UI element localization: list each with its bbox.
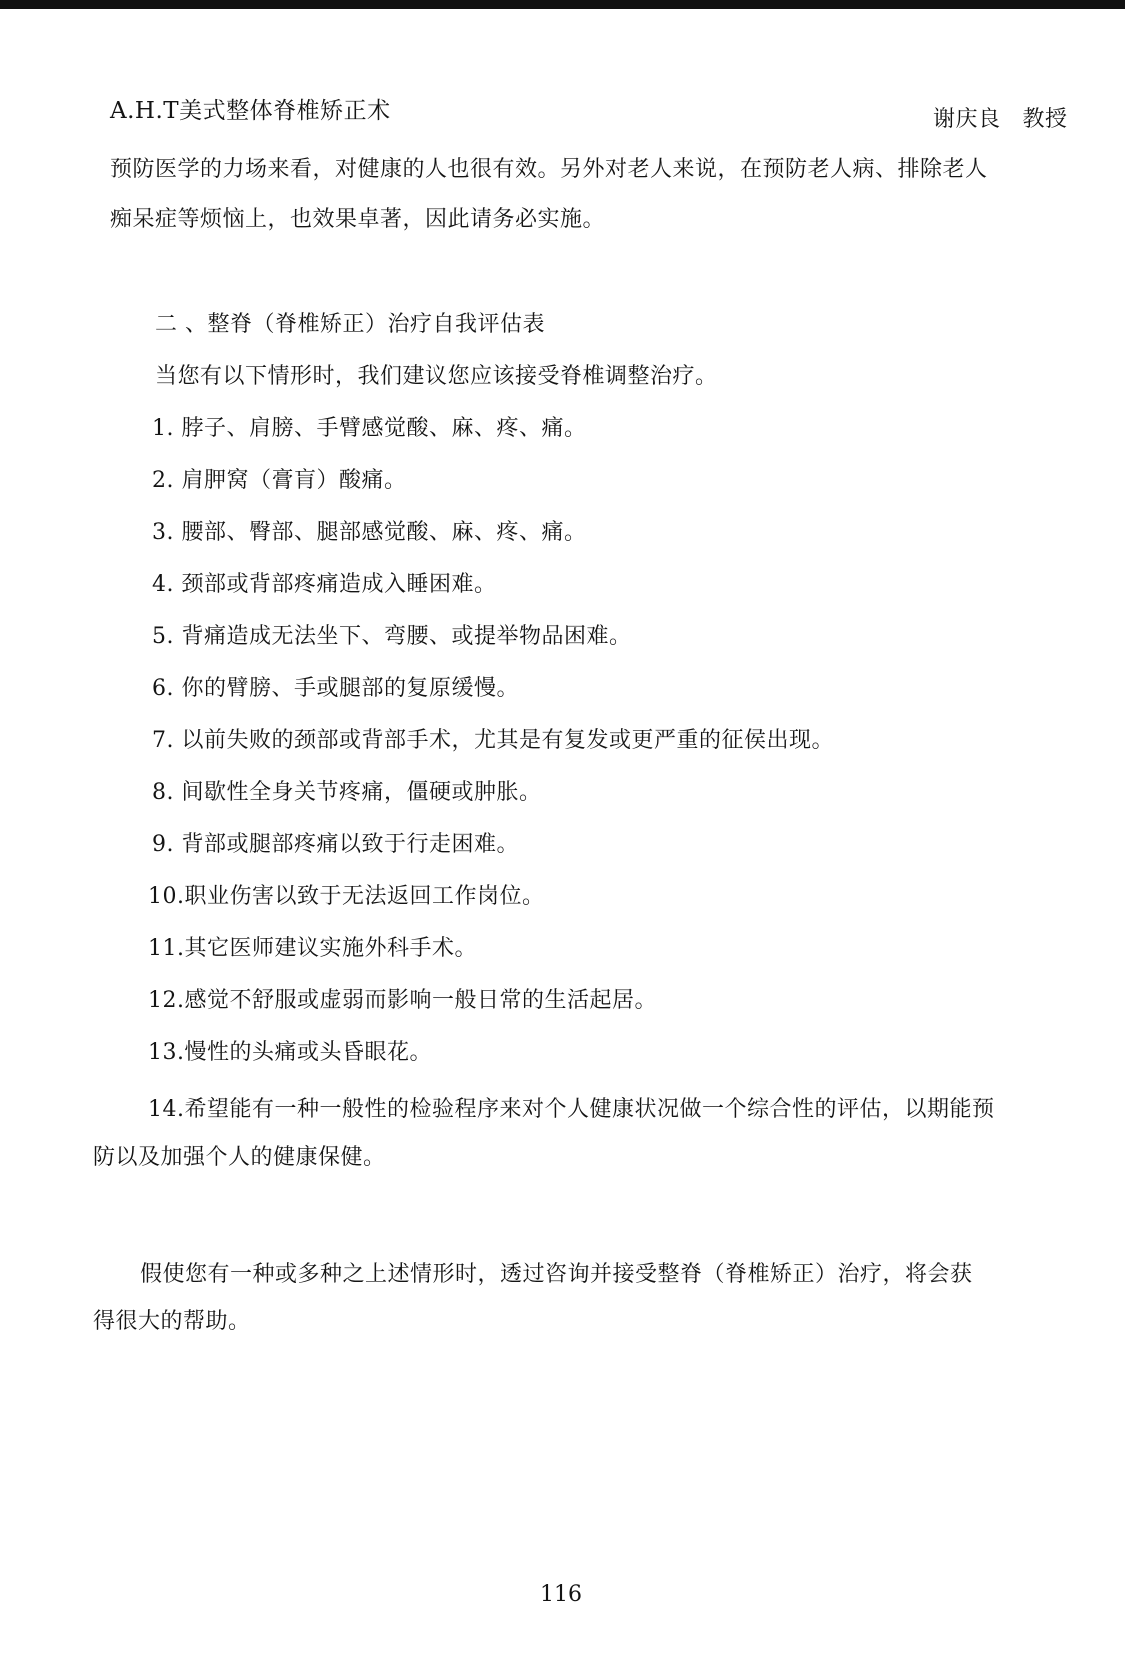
page-number: 116	[540, 1582, 582, 1607]
running-header-author	[933, 105, 1068, 135]
intro-line-1: 预防医学的力场来看，对健康的人也很有效。另外对老人来说，在预防老人病、排除老人	[110, 157, 988, 182]
closing-line-2: 得很大的帮助。	[93, 1309, 251, 1334]
intro-line-2: 痴呆症等烦恼上，也效果卓著，因此请务必实施。	[110, 207, 606, 232]
section-lead: 当您有以下情形时，我们建议您应该接受脊椎调整治疗。	[155, 364, 718, 389]
list-item-5: 5. 背痛造成无法坐下、弯腰、或提举物品困难。	[152, 624, 632, 649]
list-item-6: 6. 你的臂膀、手或腿部的复原缓慢。	[152, 676, 519, 701]
list-item-10: 10.职业伤害以致于无法返回工作岗位。	[148, 884, 545, 909]
list-item-13: 13.慢性的头痛或头昏眼花。	[148, 1040, 432, 1065]
list-item-4: 4. 颈部或背部疼痛造成入睡困难。	[152, 572, 497, 597]
list-item-8: 8. 间歇性全身关节疼痛，僵硬或肿胀。	[152, 780, 542, 805]
list-item-7: 7. 以前失败的颈部或背部手术，尤其是有复发或更严重的征侯出现。	[152, 728, 834, 753]
list-item-9: 9. 背部或腿部疼痛以致于行走困难。	[152, 832, 519, 857]
running-header-title: A.H.T美式整体脊椎矫正术	[110, 98, 391, 124]
closing-line-1: 假使您有一种或多种之上述情形时，透过咨询并接受整脊（脊椎矫正）治疗，将会获	[140, 1262, 973, 1287]
author-name: 谢庆良	[933, 107, 1001, 132]
list-item-1: 1. 脖子、肩膀、手臂感觉酸、麻、疼、痛。	[152, 416, 587, 441]
scan-top-border	[0, 0, 1125, 9]
list-item-14-line-1: 14.希望能有一种一般性的检验程序来对个人健康状况做一个综合性的评估，以期能预	[148, 1097, 995, 1122]
author-title: 教授	[1022, 107, 1068, 132]
list-item-14-line-2: 防以及加强个人的健康保健。	[93, 1145, 386, 1170]
list-item-2: 2. 肩胛窝（膏肓）酸痛。	[152, 468, 407, 493]
list-item-11: 11.其它医师建议实施外科手术。	[148, 936, 477, 961]
section-heading: 二 、整脊（脊椎矫正）治疗自我评估表	[155, 312, 545, 337]
list-item-12: 12.感觉不舒服或虚弱而影响一般日常的生活起居。	[148, 988, 657, 1013]
list-item-3: 3. 腰部、臀部、腿部感觉酸、麻、疼、痛。	[152, 520, 587, 545]
